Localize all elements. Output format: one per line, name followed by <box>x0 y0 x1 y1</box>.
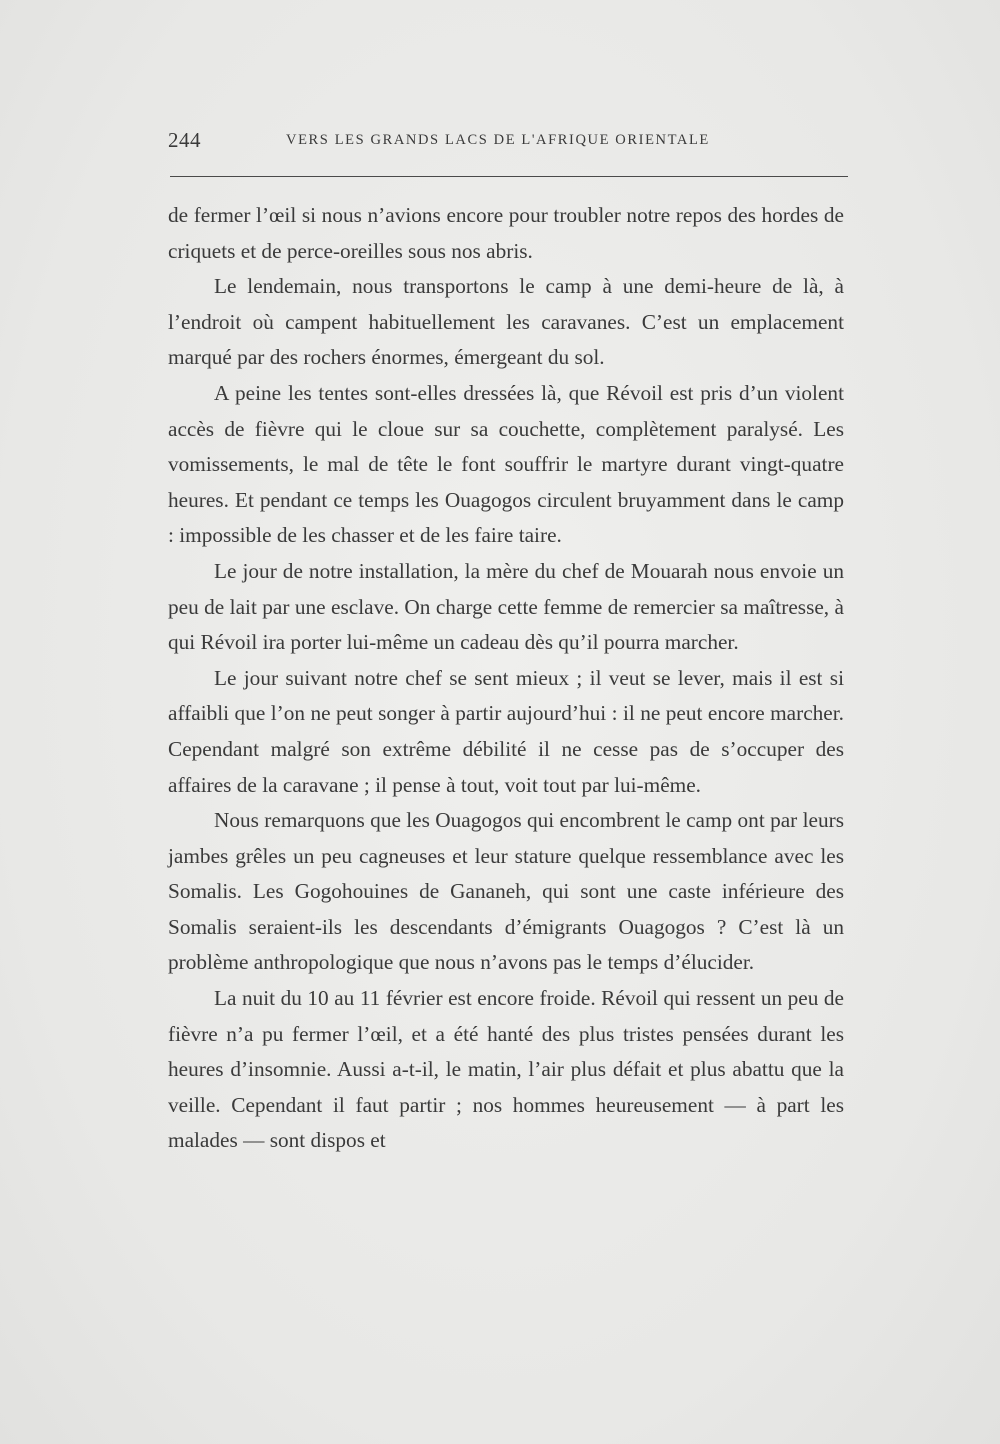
paragraph: A peine les tentes sont-elles dressées là, que Révoil est pris d’un violent accès de fièvre qui le cloue sur sa couchette, complètement paralysé. Les vomissements, le mal de tête le font souffrir le martyre durant vingt-quatre heures. Et pendant ce temps les Ouagogos circulent bruyamment dans le camp : impossible de les chasser et de les faire taire. <box>168 380 844 548</box>
running-title: VERS LES GRANDS LACS DE L'AFRIQUE ORIENTALE <box>286 132 710 148</box>
paragraph: La nuit du 10 au 11 février est encore froide. Révoil qui ressent un peu de fièvre n’a pu fermer l’œil, et a été hanté des plus tristes pensées durant les heures d’insomnie. Aussi a-t-il, le matin, l’air plus défait et plus abattu que la veille. Cependant il faut partir ; nos hommes heureusement — à part les malades — sont dispos et <box>168 986 844 1153</box>
page-number: 244 <box>168 128 201 152</box>
paragraph: Nous remarquons que les Ouagogos qui encombrent le camp ont par leurs jambes grêles un peu cagneuses et leur stature quelque ressemblance avec les Somalis. Les Gogohouines de Gananeh, qui sont une caste inférieure des Somalis seraient-ils les descendants d’émigrants Ouagogos ? C’est là un problème anthropologique que nous n’avons pas le temps d’élucider. <box>168 808 844 975</box>
paragraph-continued: de fermer l’œil si nous n’avions encore pour troubler notre repos des hordes de criquets et de perce-oreilles sous nos abris. <box>168 203 844 263</box>
page-header <box>168 128 848 158</box>
paragraph: Le jour de notre installation, la mère du chef de Mouarah nous envoie un peu de lait par une esclave. On charge cette femme de remercier sa maîtresse, à qui Révoil ira porter lui-même un cadeau dès qu’il pourra marcher. <box>168 558 844 655</box>
paragraph: Le jour suivant notre chef se sent mieux ; il veut se lever, mais il est si affaibli que l’on ne peut songer à partir aujourd’hui : il ne peut encore marcher. Cependant malgré son extrême débilité il ne cesse pas de s’occuper des affaires de la caravane ; il pense à tout, voit tout par lui-même. <box>168 665 844 797</box>
paragraph: Le lendemain, nous transportons le camp à une demi-heure de là, à l’endroit où campent habituellement les caravanes. C’est un emplacement marqué par des rochers énormes, émergeant du sol. <box>168 274 844 370</box>
body-text <box>168 198 844 1159</box>
header-rule <box>170 176 848 177</box>
